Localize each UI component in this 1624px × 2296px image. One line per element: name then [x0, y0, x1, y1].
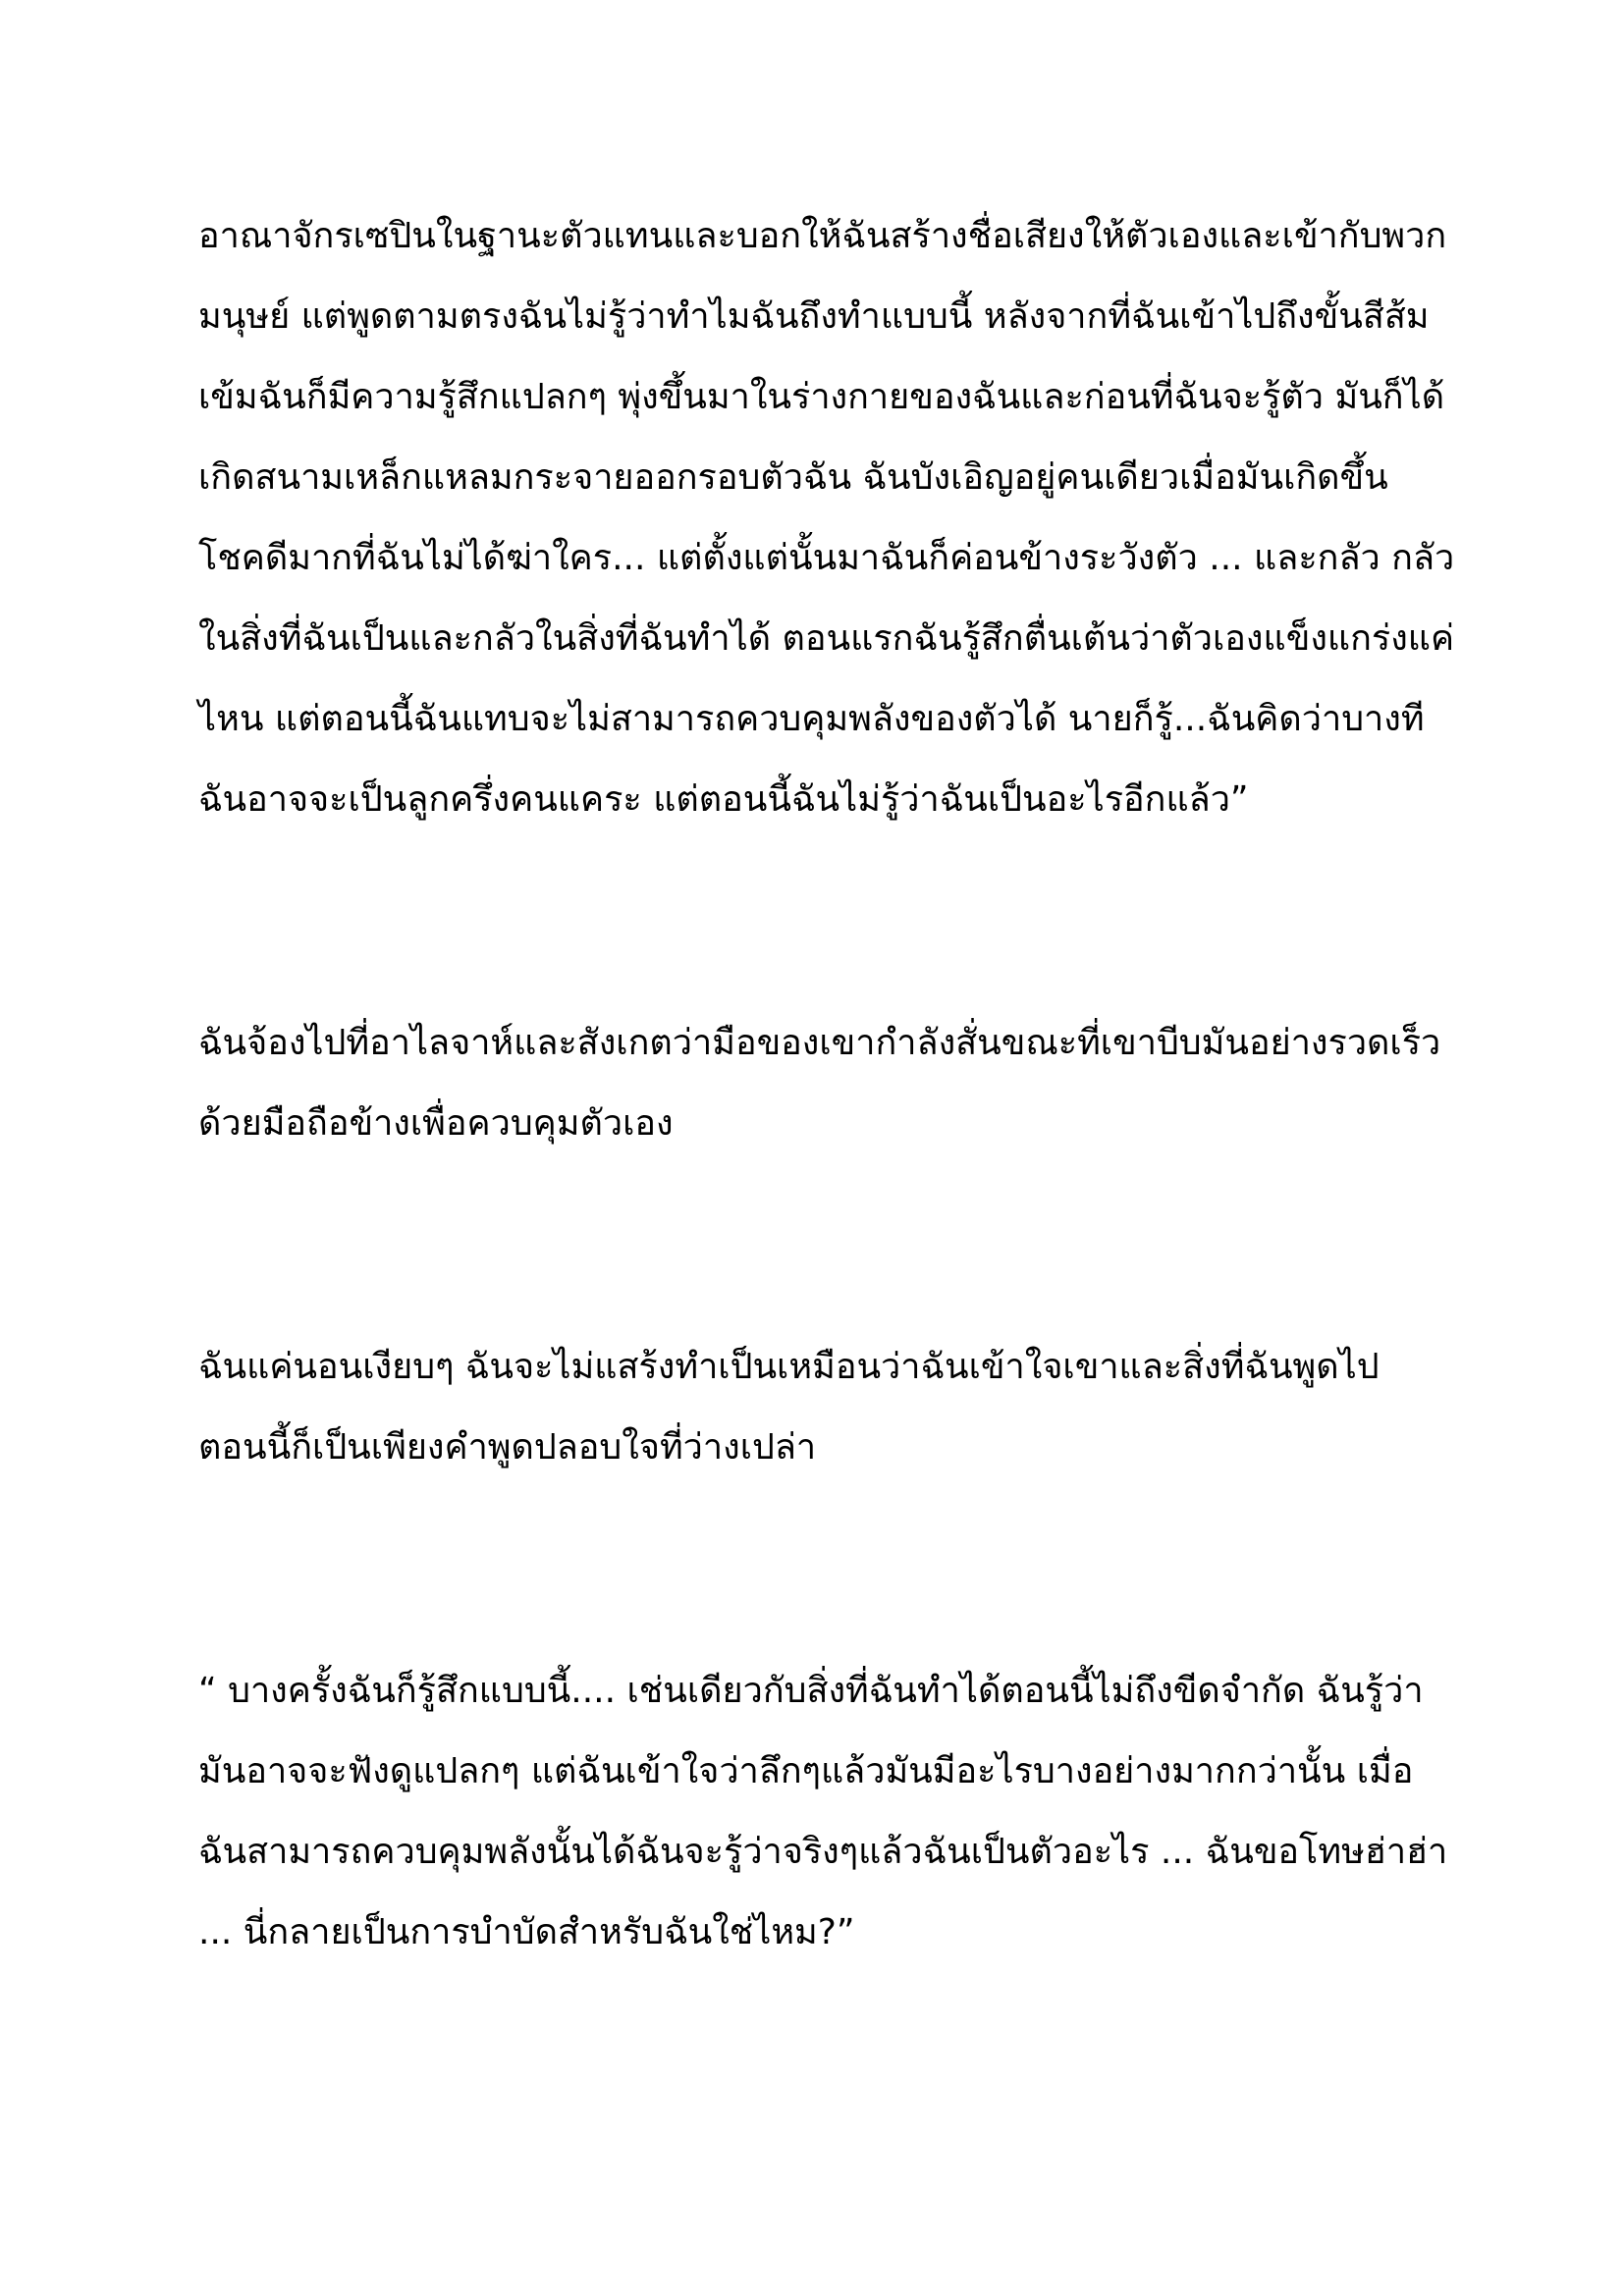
paragraph-1-line-1: อาณาจักรเซปินในฐานะตัวแทนและบอกให้ฉันสร้างชื่อเสียงให้ตัวเองและเข้ากับพวก [198, 216, 1447, 256]
paragraph-2-line-2: ด้วยมือถือข้างเพื่อควบคุมตัวเอง [198, 1103, 674, 1144]
paragraph-1-line-6: ในสิ่งที่ฉันเป็นและกลัวในสิ่งที่ฉันทำได้ ตอนแรกฉันรู้สึกตื่นเต้นว่าตัวเองแข็งแกร่งแค่ [198, 618, 1455, 659]
paragraph-2-line-1: ฉันจ้องไปที่อาไลจาห์และสังเกตว่ามือของเขากำลังสั่นขณะที่เขาบีบมันอย่างรวดเร็ว [198, 1023, 1441, 1063]
paragraph-1-line-2: มนุษย์ แต่พูดตามตรงฉันไม่รู้ว่าทำไมฉันถึงทำแบบนี้ หลังจากที่ฉันเข้าไปถึงขั้นสีส้ม [198, 296, 1430, 337]
paragraph-3-line-2: ตอนนี้ก็เป็นเพียงคำพูดปลอบใจที่ว่างเปล่า [198, 1427, 817, 1468]
paragraph-1-line-8: ฉันอาจจะเป็นลูกครึ่งคนแคระ แต่ตอนนี้ฉันไม่รู้ว่าฉันเป็นอะไรอีกแล้ว” [198, 779, 1249, 820]
paragraph-1-line-7: ไหน แต่ตอนนี้ฉันแทบจะไม่สามารถควบคุมพลังของตัวได้ นายก็รู้...ฉันคิดว่าบางที [198, 699, 1425, 739]
paragraph-1-line-4: เกิดสนามเหล็กแหลมกระจายออกรอบตัวฉัน ฉันบังเอิญอยู่คนเดียวเมื่อมันเกิดขึ้น [198, 457, 1388, 498]
paragraph-1-line-5: โชคดีมากที่ฉันไม่ได้ฆ่าใคร... แต่ตั้งแต่นั้นมาฉันก็ค่อนข้างระวังตัว ... และกลัว กลัว [198, 538, 1455, 578]
paragraph-1-line-3: เข้มฉันก็มีความรู้สึกแปลกๆ พุ่งขึ้นมาในร่างกายของฉันและก่อนที่ฉันจะรู้ตัว มันก็ได้ [198, 377, 1445, 417]
paragraph-4-line-1: “ บางครั้งฉันก็รู้สึกแบบนี้.... เช่นเดียวกับสิ่งที่ฉันทำได้ตอนนี้ไม่ถึงขีดจำกัด ฉันรู้ว่า [198, 1671, 1424, 1711]
paragraph-4-line-4: ... นี่กลายเป็นการบำบัดสำหรับฉันใช่ไหม?” [198, 1912, 855, 1952]
paragraph-4-line-3: ฉันสามารถควบคุมพลังนั้นได้ฉันจะรู้ว่าจริงๆแล้วฉันเป็นตัวอะไร ... ฉันขอโทษฮ่าฮ่า [198, 1832, 1448, 1872]
paragraph-4-line-2: มันอาจจะฟังดูแปลกๆ แต่ฉันเข้าใจว่าลึกๆแล้วมันมีอะไรบางอย่างมากกว่านั้น เมื่อ [198, 1751, 1414, 1791]
paragraph-3-line-1: ฉันแค่นอนเงียบๆ ฉันจะไม่แสร้งทำเป็นเหมือนว่าฉันเข้าใจเขาและสิ่งที่ฉันพูดไป [198, 1347, 1380, 1387]
